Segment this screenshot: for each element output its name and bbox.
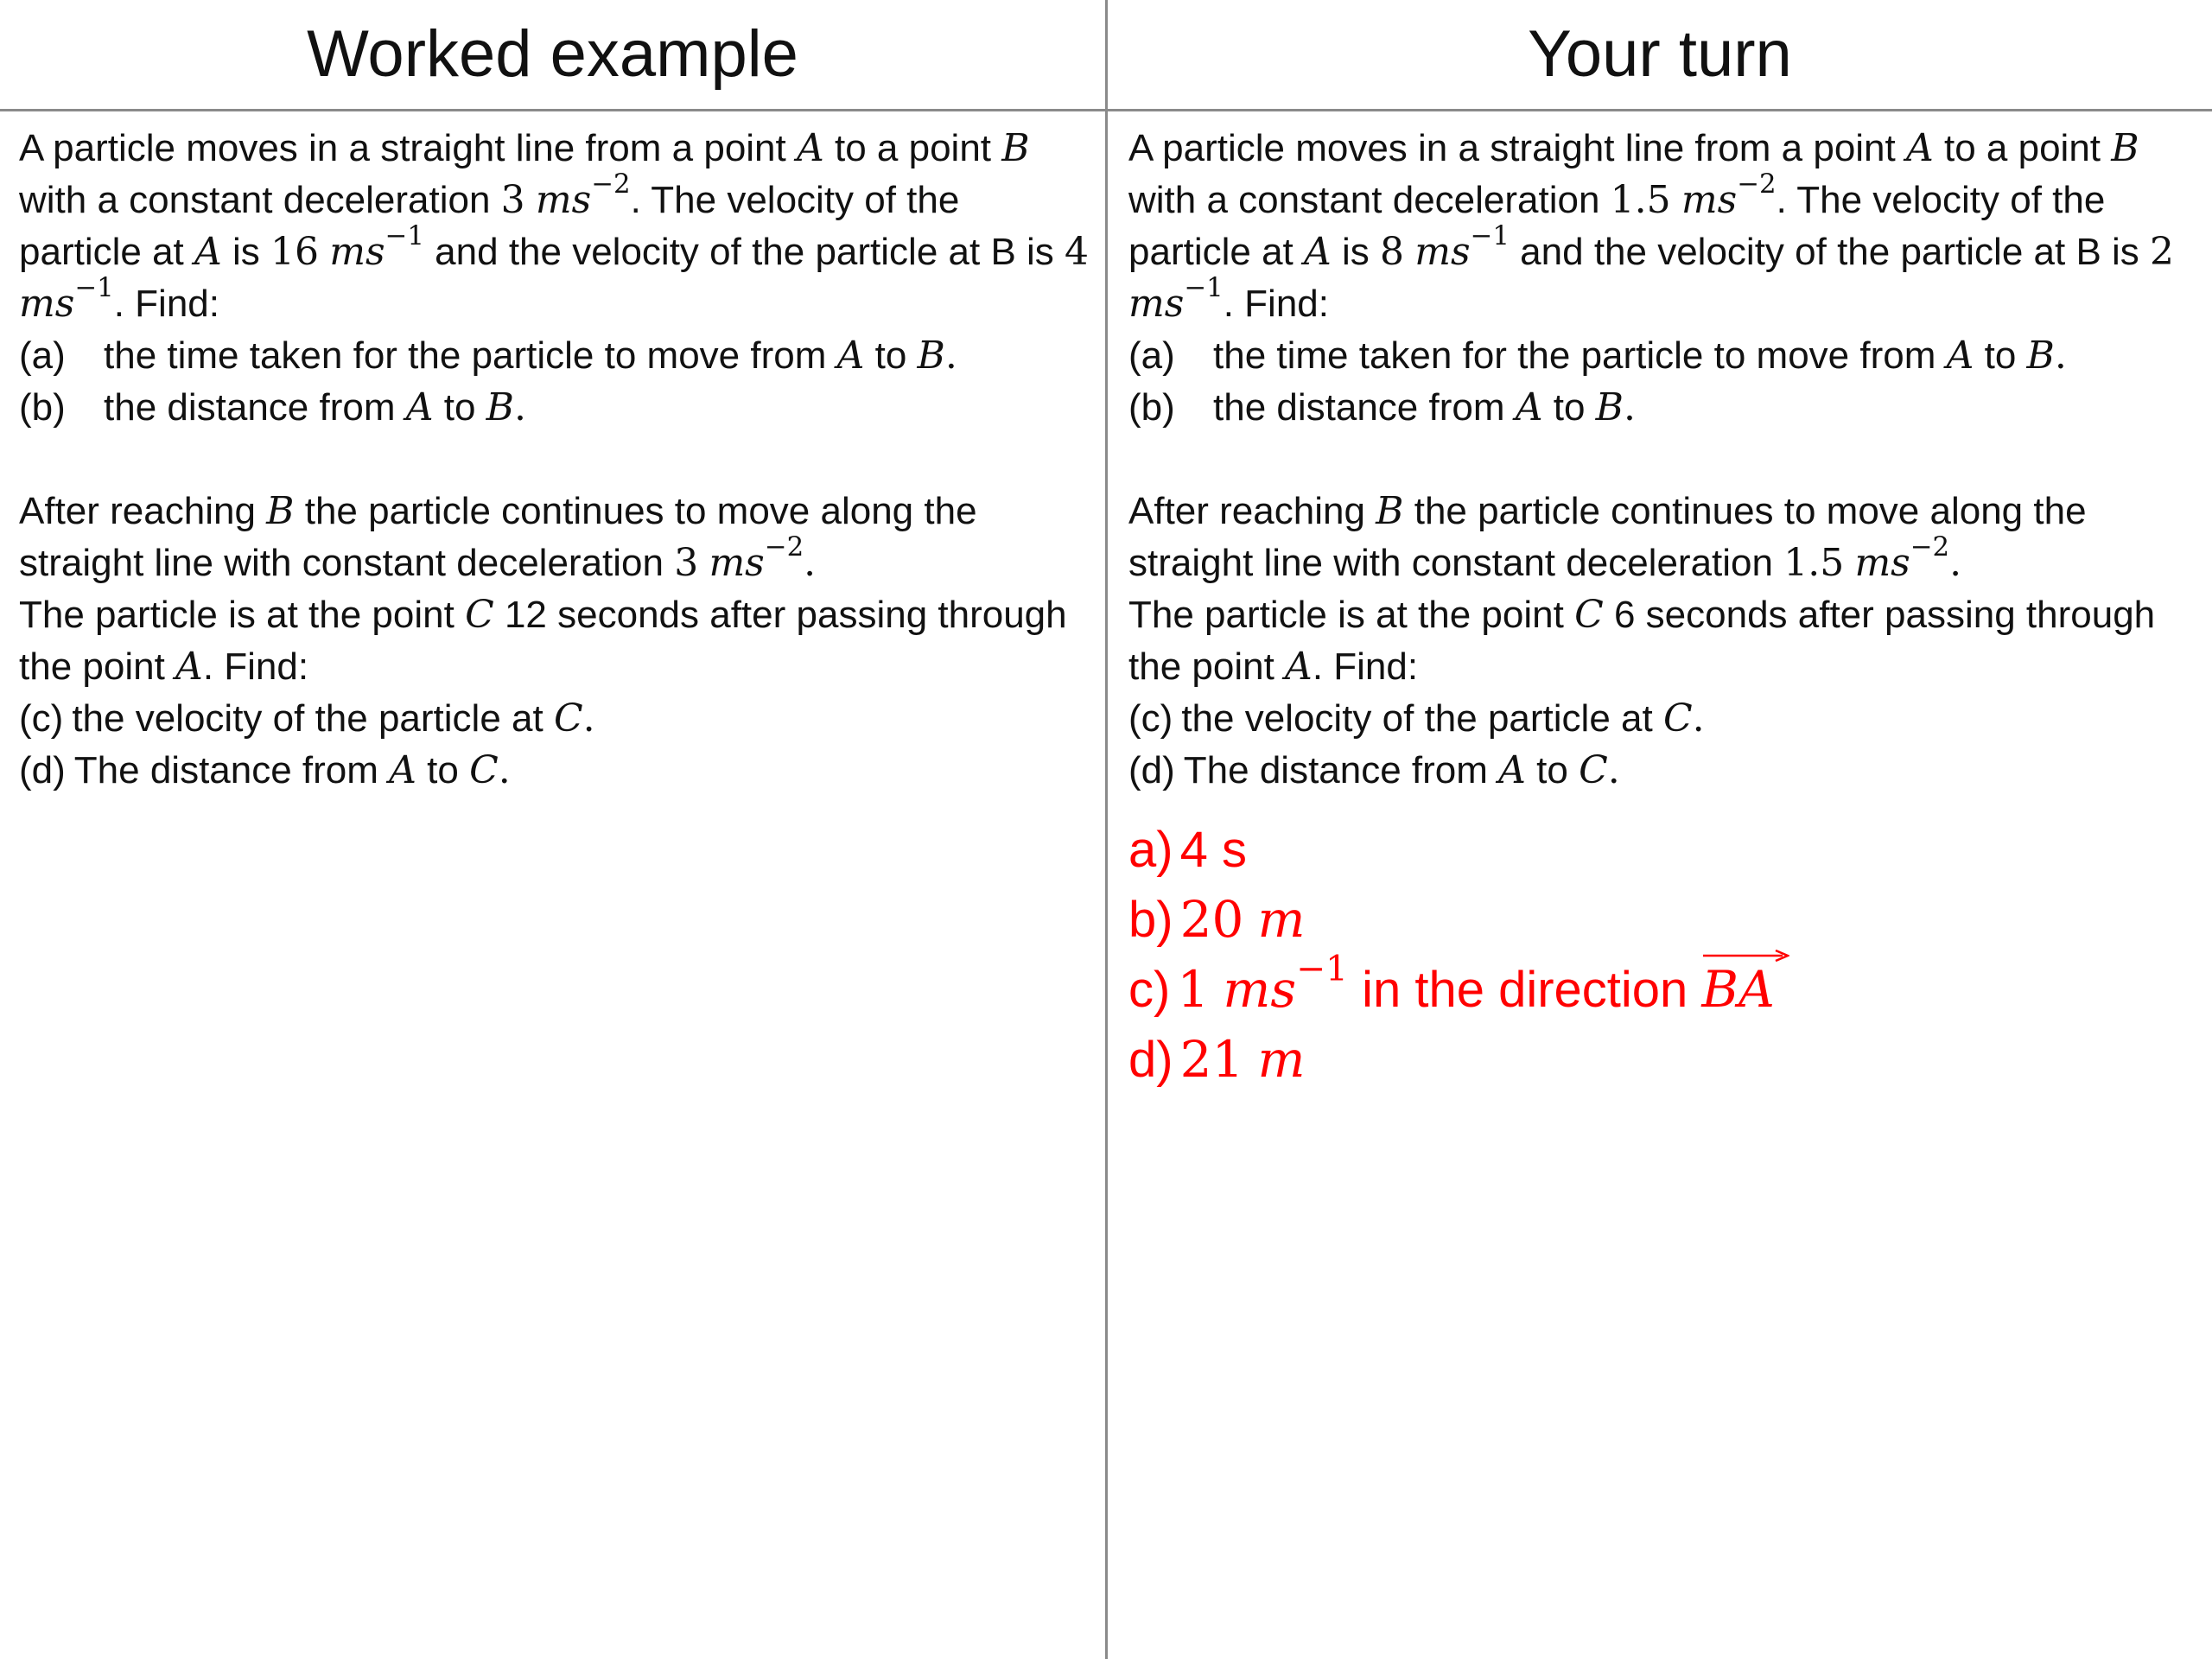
answer-b: b) 20 m <box>1128 890 1306 949</box>
question-part-b: (b) the distance from A to B. <box>1128 385 1637 429</box>
your-turn-panel <box>1128 123 2200 1095</box>
vector-ba: BA <box>1701 955 1775 1025</box>
question-second-stage: After reaching B the particle continues to move along the straight line with constant deceleration 3 $ms^{-2}$. The particle is at the point C 12 seconds after passing through the point A. Find: <box>19 489 1067 689</box>
vector-arrow-icon <box>1703 950 1789 962</box>
question-intro: A particle moves in a straight line from a point A to a point B with a constant deceleration 3 $ms^{-2}$. The velocity of the particle at A is 16 $ms^{-1}$ and the velocity of the particle at B is 4 $ms^{-1}$. Find: <box>19 126 1090 326</box>
question-part-d: (d) The distance from A to C. <box>19 748 511 792</box>
header-divider <box>0 109 2212 111</box>
answer-c: c) 1 $ms^{-1}$ in the direction BA <box>1128 955 2200 1025</box>
column-divider <box>1105 0 1108 1659</box>
worked-example-panel <box>19 123 1090 797</box>
question-intro: A particle moves in a straight line from a point A to a point B with a constant deceleration 1.5 $ms^{-2}$. The velocity of the particle at A is 8 $ms^{-1}$ and the velocity of the particle at B is 2 $ms^{-1}$. Find: <box>1128 126 2175 326</box>
answer-d: d) 21 m <box>1128 1030 1306 1089</box>
question-second-stage: After reaching B the particle continues to move along the straight line with constant deceleration 1.5 $ms^{-2}$. The particle is at the point C 6 seconds after passing through the point A. Find: <box>1128 489 2156 689</box>
your-turn-title: Your turn <box>1528 17 1792 91</box>
answers-block <box>1128 816 2200 1095</box>
answer-a: a) 4 s <box>1128 822 1247 878</box>
question-part-b: (b) the distance from A to B. <box>19 385 527 429</box>
question-part-a: (a) the time taken for the particle to move from A to B. <box>1128 334 2067 378</box>
question-part-d: (d) The distance from A to C. <box>1128 748 1620 792</box>
worked-example-title: Worked example <box>307 17 798 91</box>
question-part-a: (a) the time taken for the particle to move from A to B. <box>19 334 957 378</box>
question-part-c: (c) the velocity of the particle at C. <box>1128 696 1705 741</box>
question-part-c: (c) the velocity of the particle at C. <box>19 696 595 741</box>
